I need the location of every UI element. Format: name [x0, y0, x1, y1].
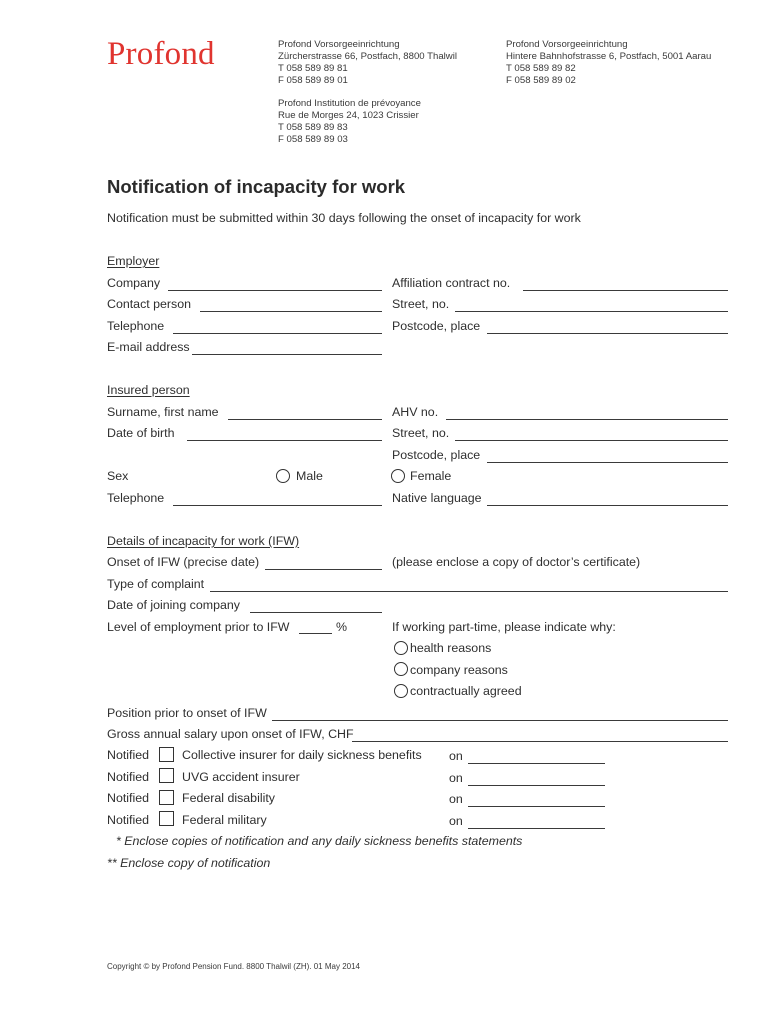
- percent-sign: %: [336, 620, 348, 634]
- office-street: Rue de Morges 24, 1023 Crissier: [278, 110, 419, 121]
- on-label: on: [449, 814, 463, 828]
- office-fax: F 058 589 89 01: [278, 75, 348, 86]
- office-aarau-address: [506, 39, 711, 87]
- insured-street-field[interactable]: [455, 440, 728, 441]
- page-subtitle: Notification must be submitted within 30 days following the onset of incapacity for work: [107, 211, 581, 225]
- office-street: Hintere Bahnhofstrasse 6, Postfach, 5001 Aarau: [506, 51, 712, 62]
- employer-postcode-field[interactable]: [487, 333, 728, 334]
- collective-insurer-date-field[interactable]: [468, 763, 605, 764]
- complaint-label: Type of complaint: [107, 577, 205, 591]
- company-field[interactable]: [168, 290, 382, 291]
- office-name: Profond Vorsorgeeinrichtung: [278, 39, 400, 50]
- insured-heading: Insured person: [107, 383, 190, 397]
- health-reasons-label: health reasons: [410, 641, 492, 655]
- office-tel: T 058 589 89 81: [278, 63, 348, 74]
- federal-military-date-field[interactable]: [468, 828, 605, 829]
- company-reasons-label: company reasons: [410, 663, 508, 677]
- on-label: on: [449, 771, 463, 785]
- employer-telephone-label: Telephone: [107, 319, 165, 333]
- insured-street-label: Street, no.: [392, 426, 450, 440]
- uvg-insurer-date-field[interactable]: [468, 785, 605, 786]
- email-field[interactable]: [192, 354, 382, 355]
- federal-disability-label: Federal disability: [182, 791, 275, 805]
- salary-field[interactable]: [352, 741, 728, 742]
- notified-label: Notified: [107, 770, 150, 784]
- position-label: Position prior to onset of IFW: [107, 706, 267, 720]
- federal-military-checkbox[interactable]: [159, 811, 174, 826]
- joining-label: Date of joining company: [107, 598, 240, 612]
- notified-label: Notified: [107, 748, 150, 762]
- profond-logo: Profond: [107, 36, 215, 72]
- company-label: Company: [107, 276, 161, 290]
- male-radio[interactable]: [276, 469, 290, 483]
- company-reasons-radio[interactable]: [394, 662, 408, 676]
- female-label: Female: [410, 469, 452, 483]
- office-crissier-address: [278, 98, 421, 146]
- office-fax: F 058 589 89 03: [278, 134, 348, 145]
- federal-military-label: Federal military: [182, 813, 267, 827]
- health-reasons-radio[interactable]: [394, 641, 408, 655]
- employment-level-field[interactable]: [299, 633, 332, 634]
- federal-disability-checkbox[interactable]: [159, 790, 174, 805]
- federal-disability-date-field[interactable]: [468, 806, 605, 807]
- dob-field[interactable]: [187, 440, 382, 441]
- office-thalwil-address: [278, 39, 457, 87]
- sex-label: Sex: [107, 469, 129, 483]
- office-street: Zürcherstrasse 66, Postfach, 8800 Thalwil: [278, 51, 457, 62]
- employer-street-label: Street, no.: [392, 297, 450, 311]
- employer-heading: Employer: [107, 254, 160, 268]
- insured-telephone-field[interactable]: [173, 505, 382, 506]
- native-language-field[interactable]: [487, 505, 728, 506]
- office-name: Profond Institution de prévoyance: [278, 98, 421, 109]
- office-fax: F 058 589 89 02: [506, 75, 576, 86]
- female-radio[interactable]: [391, 469, 405, 483]
- on-label: on: [449, 749, 463, 763]
- salary-label: Gross annual salary upon onset of IFW, CHF: [107, 727, 354, 741]
- uvg-insurer-label: UVG accident insurer: [182, 770, 300, 784]
- complaint-field[interactable]: [210, 591, 728, 592]
- insured-postcode-field[interactable]: [487, 462, 728, 463]
- office-tel: T 058 589 89 82: [506, 63, 576, 74]
- affiliation-field[interactable]: [523, 290, 728, 291]
- insured-postcode-label: Postcode, place: [392, 448, 481, 462]
- insured-telephone-label: Telephone: [107, 491, 165, 505]
- enclose-notification-note: ** Enclose copy of notification: [107, 856, 271, 870]
- copyright-text: Copyright © by Profond Pension Fund. 8800 Thalwil (ZH). 01 May 2014: [107, 962, 360, 971]
- surname-field[interactable]: [228, 419, 382, 420]
- native-language-label: Native language: [392, 491, 482, 505]
- collective-insurer-checkbox[interactable]: [159, 747, 174, 762]
- ahv-field[interactable]: [446, 419, 728, 420]
- notified-label: Notified: [107, 791, 150, 805]
- ahv-label: AHV no.: [392, 405, 439, 419]
- collective-insurer-label: Collective insurer for daily sickness benefits: [182, 748, 422, 762]
- notified-label: Notified: [107, 813, 150, 827]
- employment-level-label: Level of employment prior to IFW: [107, 620, 290, 634]
- email-label: E-mail address: [107, 340, 190, 354]
- surname-label: Surname, first name: [107, 405, 219, 419]
- onset-field[interactable]: [265, 569, 382, 570]
- employer-street-field[interactable]: [455, 311, 728, 312]
- part-time-label: If working part-time, please indicate why:: [392, 620, 616, 634]
- uvg-insurer-checkbox[interactable]: [159, 768, 174, 783]
- affiliation-label: Affiliation contract no.: [392, 276, 511, 290]
- male-label: Male: [296, 469, 323, 483]
- employer-telephone-field[interactable]: [173, 333, 382, 334]
- enclose-copies-note: * Enclose copies of notification and any daily sickness benefits statements: [116, 834, 523, 848]
- contractually-agreed-label: contractually agreed: [410, 684, 522, 698]
- employer-postcode-label: Postcode, place: [392, 319, 481, 333]
- on-label: on: [449, 792, 463, 806]
- contractually-agreed-radio[interactable]: [394, 684, 408, 698]
- joining-field[interactable]: [250, 612, 382, 613]
- contact-person-field[interactable]: [200, 311, 382, 312]
- page-title: Notification of incapacity for work: [107, 176, 406, 197]
- onset-label: Onset of IFW (precise date): [107, 555, 260, 569]
- dob-label: Date of birth: [107, 426, 175, 440]
- contact-person-label: Contact person: [107, 297, 192, 311]
- office-tel: T 058 589 89 83: [278, 122, 348, 133]
- position-field[interactable]: [272, 720, 728, 721]
- office-name: Profond Vorsorgeeinrichtung: [506, 39, 628, 50]
- certificate-note: (please enclose a copy of doctor’s certificate): [392, 555, 641, 569]
- ifw-heading: Details of incapacity for work (IFW): [107, 534, 300, 548]
